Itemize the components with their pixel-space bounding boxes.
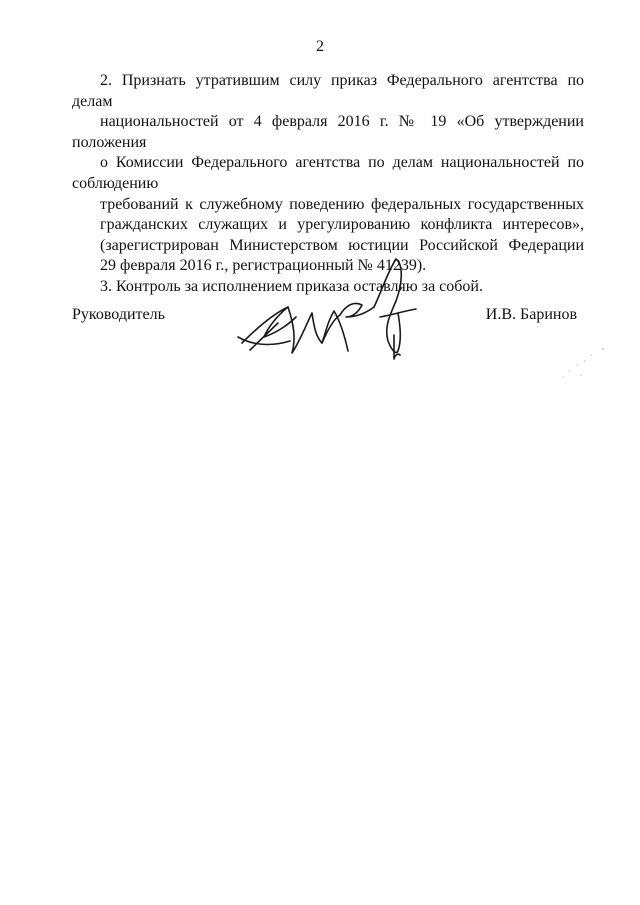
paragraph-2-line: о Комиссии Федерального агентства по делам национальностей по соблюдению <box>72 154 584 192</box>
paragraph-2-line: 29 февраля 2016 г., регистрационный № 41239). <box>100 257 427 275</box>
page-number: 2 <box>316 38 324 55</box>
paragraph-3: 3. Контроль за исполнением приказа оставляю за собой. <box>100 277 483 295</box>
paragraph-2-line: (зарегистрирован Министерством юстиции Российской Федерации <box>100 236 584 254</box>
paragraph-2-line: гражданских служащих и урегулированию конфликта интересов», <box>100 216 584 234</box>
paragraph-2-line: 2. Признать утратившим силу приказ Федерального агентства по делам <box>72 72 584 110</box>
paragraph-2 <box>72 71 584 277</box>
paragraph-2-line: требований к служебному поведению федеральных государственных <box>100 195 584 213</box>
scan-noise-dots <box>555 345 615 385</box>
signatory-name: И.В. Баринов <box>485 306 577 323</box>
paragraph-2-line: национальностей от 4 февраля 2016 г. № 19 «Об утверждении положения <box>72 113 584 151</box>
signatory-title: Руководитель <box>72 306 165 323</box>
handwritten-signature <box>230 255 430 365</box>
